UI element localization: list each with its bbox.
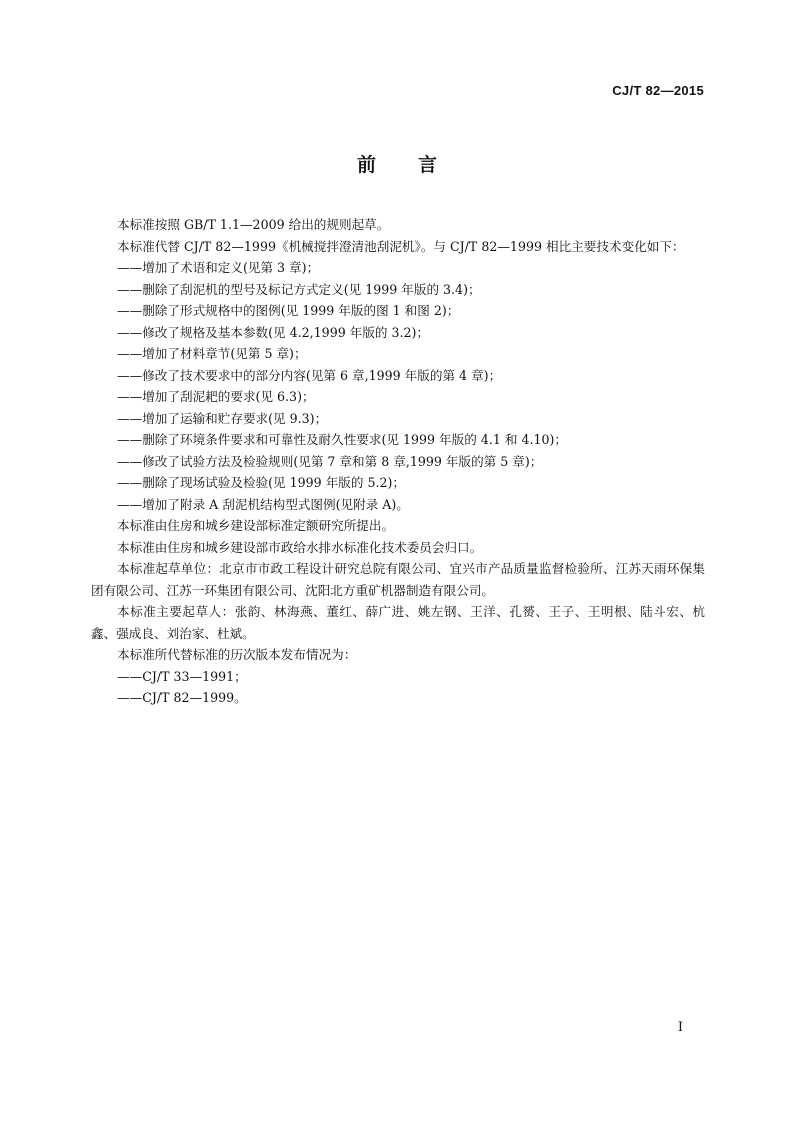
- change-item: ——删除了环境条件要求和可靠性及耐久性要求(见 1999 年版的 4.1 和 4.10)；: [117, 432, 567, 447]
- foreword-body: [91, 214, 705, 709]
- change-item: ——删除了刮泥机的型号及标记方式定义(见 1999 年版的 3.4)；: [117, 281, 481, 297]
- history-list: [91, 666, 705, 709]
- change-item: ——修改了试验方法及检验规则(见第 7 章和第 8 章,1999 年版的第 5 章)；: [117, 453, 543, 469]
- standard-code: CJ/T 82—2015: [612, 83, 704, 98]
- history-item: ——CJ/T 82—1999。: [117, 690, 247, 705]
- history-item: ——CJ/T 33—1991；: [117, 668, 247, 684]
- drafting-rules-paragraph: 本标准按照 GB/T 1.1—2009 给出的规则起草。: [117, 217, 390, 232]
- drafting-units-paragraph: 本标准起草单位：北京市市政工程设计研究总院有限公司、宜兴市产品质量监督检验所、江苏天雨环保集团有限公司、江苏一环集团有限公司、沈阳北方重矿机器制造有限公司。: [91, 561, 705, 598]
- change-item: ——增加了刮泥耙的要求(见 6.3)；: [117, 389, 315, 404]
- page-number: I: [677, 1020, 683, 1035]
- drafters-paragraph: 本标准主要起草人：张韵、林海燕、董红、薛广进、姚左钢、王洋、孔赟、王子、王明根、陆斗宏、杭鑫、强成良、刘治家、杜斌。: [91, 604, 705, 641]
- change-item: ——增加了附录 A 刮泥机结构型式图例(见附录 A)。: [117, 496, 409, 512]
- change-item: ——修改了技术要求中的部分内容(见第 6 章,1999 年版的第 4 章)；: [117, 367, 502, 383]
- change-list: [91, 257, 705, 515]
- change-item: ——增加了运输和贮存要求(见 9.3)；: [117, 410, 328, 426]
- history-intro-paragraph: 本标准所代替标准的历次版本发布情况为：: [117, 647, 357, 662]
- page-title: 前言: [356, 154, 479, 176]
- change-item: ——修改了规格及基本参数(见 4.2,1999 年版的 3.2)；: [117, 324, 430, 340]
- replacement-paragraph: 本标准代替 CJ/T 82—1999《机械搅拌澄清池刮泥机》。与 CJ/T 82—1999 相比主要技术变化如下：: [117, 238, 685, 254]
- committee-paragraph: 本标准由住房和城乡建设部市政给水排水标准化技术委员会归口。: [117, 539, 483, 555]
- change-item: ——删除了现场试验及检验(见 1999 年版的 5.2)；: [117, 475, 406, 490]
- change-item: ——删除了形式规格中的图例(见 1999 年版的图 1 和图 2)；: [117, 303, 460, 318]
- change-item: ——增加了材料章节(见第 5 章)；: [117, 346, 307, 361]
- proposer-paragraph: 本标准由住房和城乡建设部标准定额研究所提出。: [117, 518, 395, 533]
- change-item: ——增加了术语和定义(见第 3 章)；: [117, 260, 320, 275]
